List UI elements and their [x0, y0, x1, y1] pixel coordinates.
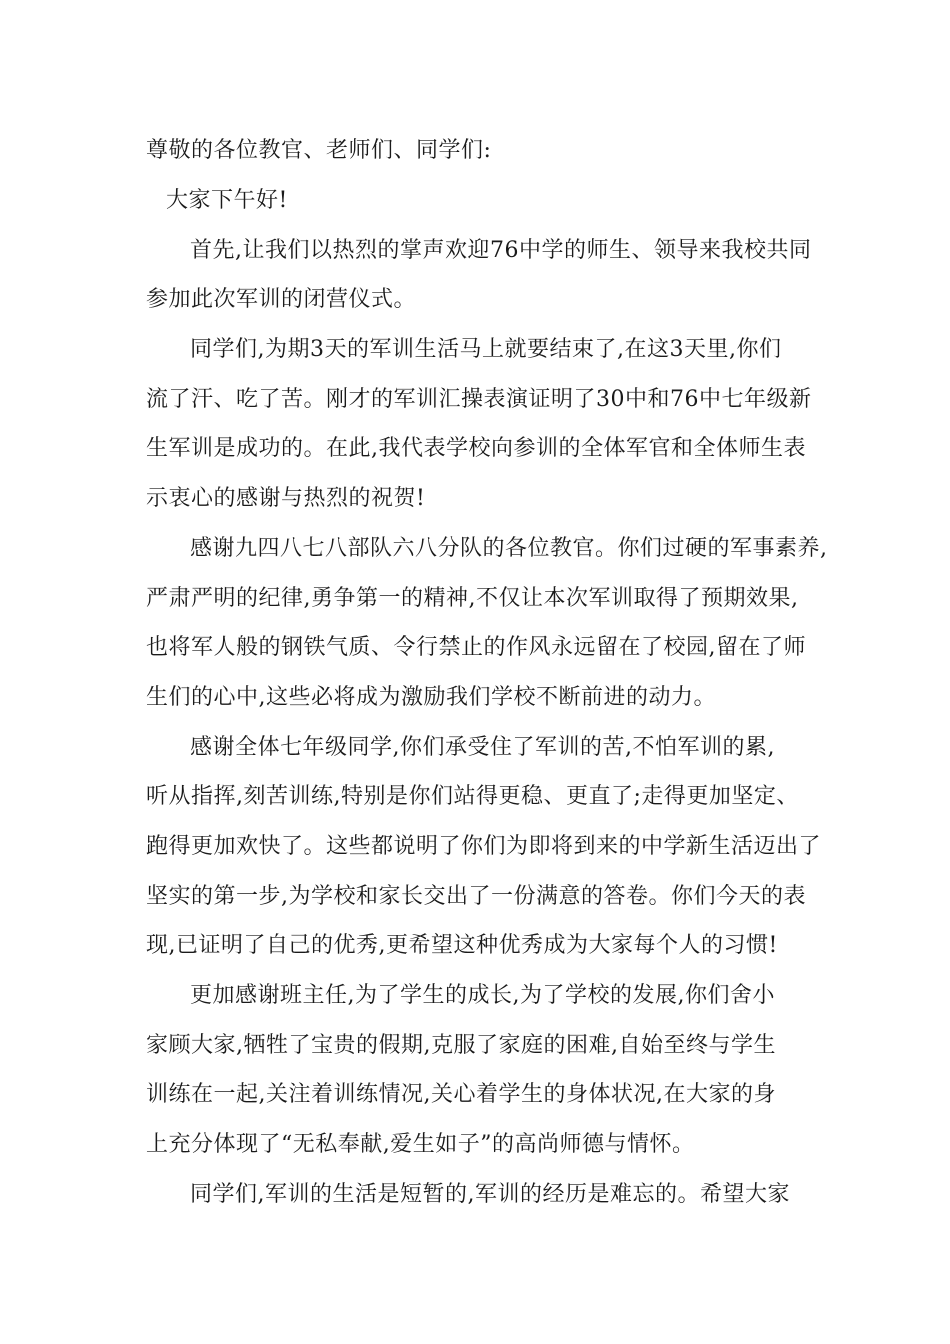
text-line: 感谢九四八七八部队六八分队的各位教官。你们过硬的军事素养,: [190, 536, 828, 561]
text-line: 现,已证明了自己的优秀,更希望这种优秀成为大家每个人的习惯!: [146, 933, 778, 958]
text-line: 上充分体现了“无私奉献,爱生如子”的高尚师德与情怀。: [146, 1132, 695, 1157]
text-line: 更加感谢班主任,为了学生的成长,为了学校的发展,你们舍小: [190, 983, 775, 1008]
text-line: 流了汗、吃了苦。刚才的军训汇操表演证明了30中和76中七年级新: [146, 387, 812, 412]
text-line: 感谢全体七年级同学,你们承受住了军训的苦,不怕军训的累,: [190, 735, 775, 760]
text-line: 也将军人般的钢铁气质、令行禁止的作风永远留在了校园,留在了师: [146, 635, 806, 660]
text-line: 同学们,军训的生活是短暂的,军训的经历是难忘的。希望大家: [190, 1182, 790, 1207]
text-line: 首先,让我们以热烈的掌声欢迎76中学的师生、领导来我校共同: [190, 238, 812, 263]
text-line: 听从指挥,刻苦训练,特别是你们站得更稳、更直了;走得更加坚定、: [146, 784, 799, 809]
text-line: 训练在一起,关注着训练情况,关心着学生的身体状况,在大家的身: [146, 1082, 776, 1107]
text-line: 家顾大家,牺牲了宝贵的假期,克服了家庭的困难,自始至终与学生: [146, 1033, 776, 1058]
greeting: 大家下午好!: [166, 188, 288, 213]
text-line: 生军训是成功的。在此,我代表学校向参训的全体军官和全体师生表: [146, 436, 806, 461]
text-line: 坚实的第一步,为学校和家长交出了一份满意的答卷。你们今天的表: [146, 884, 806, 909]
text-line: 示衷心的感谢与热烈的祝贺!: [146, 486, 426, 511]
text-line: 严肃严明的纪律,勇争第一的精神,不仅让本次军训取得了预期效果,: [146, 586, 799, 611]
text-line: 参加此次军训的闭营仪式。: [146, 287, 417, 312]
text-line: 同学们,为期3天的军训生活马上就要结束了,在这3天里,你们: [190, 337, 782, 362]
text-line: 跑得更加欢快了。这些都说明了你们为即将到来的中学新生活迈出了: [146, 834, 822, 859]
text-line: 生们的心中,这些必将成为激励我们学校不断前进的动力。: [146, 685, 716, 710]
salutation: 尊敬的各位教官、老师们、同学们:: [146, 138, 492, 163]
